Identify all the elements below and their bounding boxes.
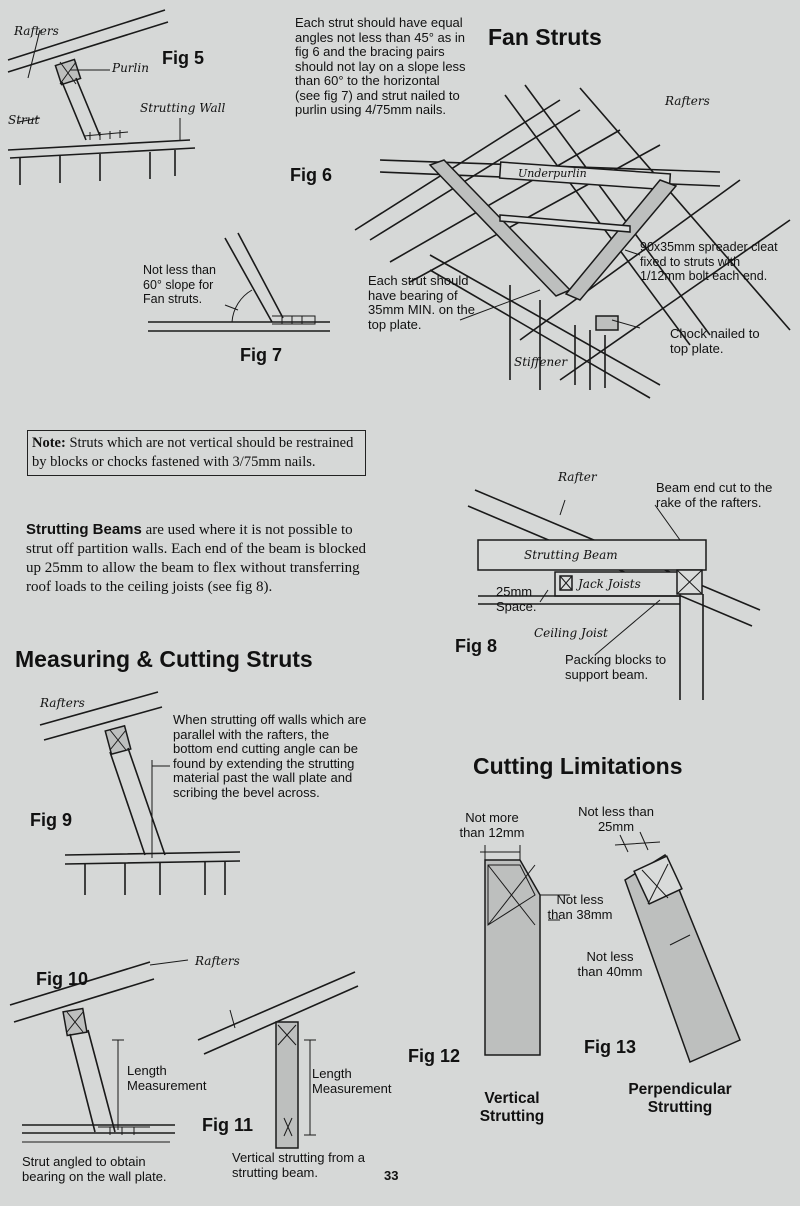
fig13-drawing — [615, 832, 740, 1062]
fig9-paragraph: When strutting off walls which are parallel with the rafters, the bottom end cutting angle can be found by extending the strutting material past the wall plate and scribing the bevel across. — [173, 712, 367, 800]
fig10-caption: Strut angled to obtain bearing on the wall plate. — [22, 1154, 167, 1184]
fig5-purlin-label: Purlin — [112, 61, 149, 75]
fig12-caption: Vertical Strutting — [479, 1090, 545, 1125]
fig9-rafters-label: Rafters — [40, 696, 85, 710]
fig7-slope-note: Not less than 60° slope for Fan struts. — [143, 263, 216, 306]
note-label: Note: — [32, 435, 66, 451]
fig7-label: Fig 7 — [240, 345, 283, 365]
fig12-not-more-note: Not more than 12mm — [459, 810, 525, 840]
fig6-chock-note: Chock nailed to top plate. — [670, 326, 760, 356]
fig8-jack-joists-label: Jack Joists — [578, 577, 641, 591]
fig8-strutting-beam-label: Strutting Beam — [524, 548, 618, 562]
fig13-not-less-40-note: Not less than 40mm — [577, 949, 643, 979]
fig8-packing-note: Packing blocks to support beam. — [565, 652, 667, 682]
fig11-caption: Vertical strutting from a strutting beam. — [232, 1150, 365, 1180]
fig10-label: Fig 10 — [36, 969, 89, 989]
fig8-beam-end-note: Beam end cut to the rake of the rafters. — [656, 480, 773, 510]
note-text: Struts which are not vertical should be restrained by blocks or chocks fastened with 3/75mm nails. — [32, 435, 354, 470]
fan-struts-intro: Each strut should have equal angles not less than 45° as in fig 6 and the bracing pairs should not lay on a slope less than 60° to the horizontal (see fig 7) and strut nailed to purlin using 4/75mm nails. — [295, 15, 466, 117]
fig8-label: Fig 8 — [455, 636, 498, 656]
fig5-strutting-wall-label: Strutting Wall — [140, 101, 226, 115]
fig5-rafters-label: Rafters — [14, 24, 59, 38]
cutting-limitations-heading: Cutting Limitations — [473, 753, 683, 779]
fan-struts-heading: Fan Struts — [488, 24, 602, 50]
fig8-ceiling-joist-label: Ceiling Joist — [534, 626, 608, 640]
strutting-beams-paragraph — [26, 520, 371, 597]
fig10-length-note: Length Measurement — [127, 1063, 207, 1093]
fig6-underpurlin-label: Underpurlin — [518, 167, 587, 180]
measuring-heading: Measuring & Cutting Struts — [15, 646, 313, 672]
fig12-not-less-38-note: Not less than 38mm — [547, 892, 613, 922]
fig13-caption: Perpendicular Strutting — [628, 1081, 732, 1116]
page-number: 33 — [384, 1168, 399, 1183]
fig6-spreader-note: 90x35mm spreader cleat fixed to struts with 1/12mm bolt each end. — [640, 240, 778, 283]
strutting-beams-term: Strutting Beams — [26, 521, 142, 538]
fig5-strut-label: Strut — [8, 113, 40, 127]
fig6-label: Fig 6 — [290, 165, 333, 185]
note-box — [27, 430, 366, 476]
fig10-rafters-label: Rafters — [195, 954, 240, 968]
fig8-space-note: 25mm Space. — [496, 584, 537, 614]
fig13-not-less-25-note: Not less than 25mm — [578, 804, 654, 834]
fig13-label: Fig 13 — [584, 1037, 637, 1057]
fig5-label: Fig 5 — [162, 48, 205, 68]
fig9-label: Fig 9 — [30, 810, 73, 830]
fig8-rafter-label: Rafter — [558, 470, 597, 484]
fig11-length-note: Length Measurement — [312, 1066, 392, 1096]
fig12-drawing — [480, 845, 570, 1055]
fig12-label: Fig 12 — [408, 1046, 461, 1066]
fig6-bearing-note: Each strut should have bearing of 35mm MIN. on the top plate. — [368, 273, 475, 332]
fig6-rafters-label: Rafters — [665, 94, 710, 108]
strutting-beams-text: are used where it is not possible to strut off partition walls. Each end of the beam is blocked up 25mm to allow the beam to flex without transferring roof loads to the ceiling joists (see fig 8). — [26, 522, 367, 595]
fig6-stiffener-label: Stiffener — [514, 355, 568, 369]
fig11-label: Fig 11 — [202, 1115, 254, 1135]
